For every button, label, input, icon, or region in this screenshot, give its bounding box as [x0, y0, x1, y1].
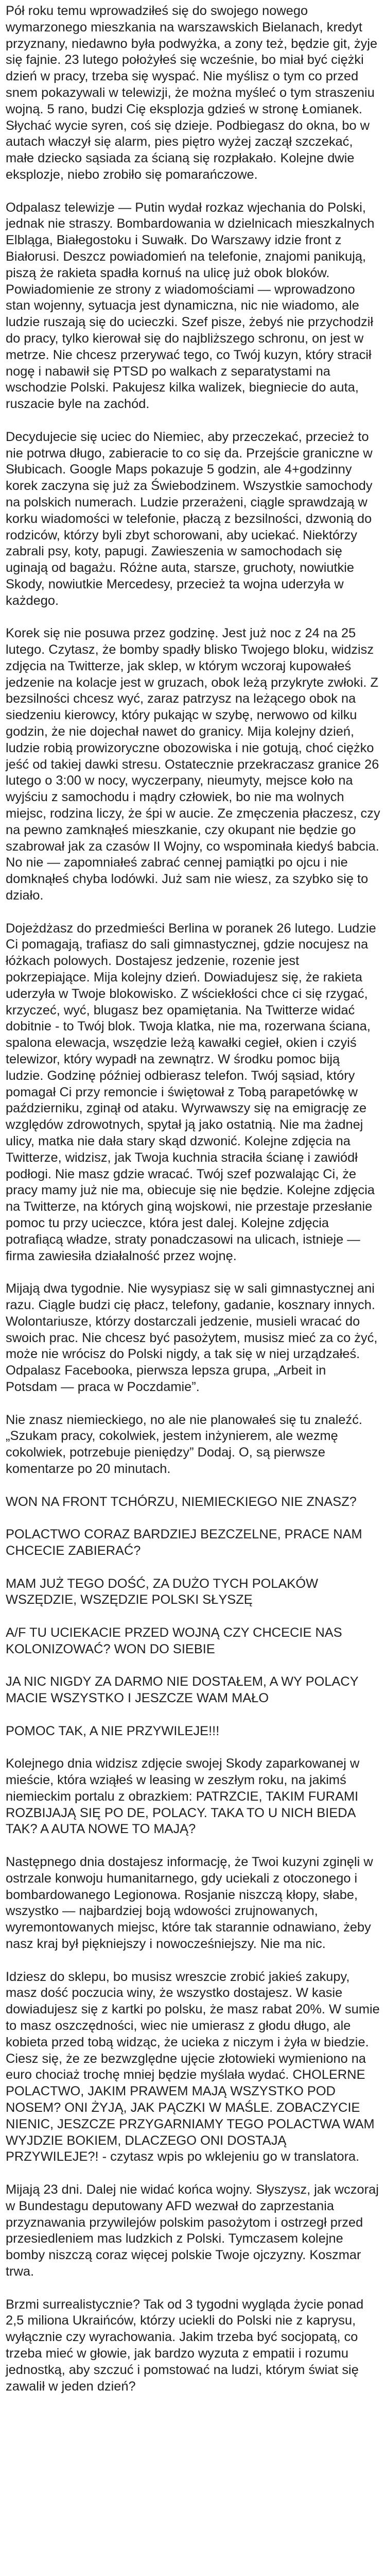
paragraph: Mijają 23 dni. Dalej nie widać końca wojny. Słyszysz, jak wczoraj w Bundestagu deputowany AFD wezwał do zaprzestania przyznawania przywilejów polskim pasożytom i ostrzegł przed przesiedleniem mas ludzkich z Polski. Tymczasem kolejne bomby niszczą coraz więcej polskie Twoje ojczyzny. Koszmar trwa. — [6, 2182, 379, 2279]
paragraph: Brzmi surrealistycznie? Tak od 3 tygodni wygląda życie ponad 2,5 miliona Ukraińców, którzy uciekli do Polski nie z kaprysu, wyłącznie czy wyrachowania. Jakim trzeba być socjopatą, co trzeba mieć w głowie, jak bardzo wyzuta z empatii i rozumu jednostką, aby szczuć i pomstować na ludzi, którym świat się zawalił w jeden dzień? — [6, 2297, 364, 2394]
paragraph: Idziesz do sklepu, bo musisz wreszcie zrobić jakieś zakupy, masz dość poczucia winy, że wszystko dostajesz. W kasie dowiadujesz się z kartki po polsku, że masz rabat 20%. W sumie to masz oszczędności, wiec nie umierasz z głodu długo, ale kobieta przed tobą widząc, że ucieka z niczym i żyła w biedzie. Ciesz się, że ze bezwzględne ujęcie złotowieki wymieniono na euro chociaż trochę mniej będzie myślała wydać. CHOLERNE POLACTWO, JAKIM PRAWEM MAJĄ WSZYSTKO POD NOSEM? ONI ŻYJĄ, JAK PĄCZKI W MAŚLE. ZOBACZYCIE NIENIC, JESZCZE PRZYGARNIAMY TEGO POLACTWA WAM WYJDZIE BOKIEM, DLACZEGO ONI DOSTAJĄ PRZYWILEJE?! - czytasz wpis po wklejeniu go w translatora. — [6, 1969, 380, 2164]
comment-quote: POLACTWO CORAZ BARDZIEJ BEZCZELNE, PRACE NAM CHCECIE ZABIERAĆ? — [6, 1527, 362, 1558]
paragraph: Nie znasz niemieckiego, no ale nie planowałeś się tu znaleźć. „Szukam pracy, cokolwiek, jestem inżynierem, ale wezmę cokolwiek, potrzebuje pieniędzy” Dodaj. O, są pierwsze komentarze po 20 minutach. — [6, 1412, 362, 1476]
paragraph: Kolejnego dnia widzisz zdjęcie swojej Skody zaparkowanej w mieście, która wziąłeś w leasing w zeszłym roku, na jakimś niemieckim portalu z obrazkiem: PATRZCIE, TAKIM FURAMI ROZBIJAJĄ SIĘ PO DE, POLACY. TAKA TO U NICH BIEDA TAK? A AUTA NOWE TO MAJĄ? — [6, 1756, 360, 1837]
paragraph: Korek się nie posuwa przez godzinę. Jest już noc z 24 na 25 lutego. Czytasz, że bomby spadły blisko Twojego bloku, widzisz zdjęcia na Twitterze, jak sklep, w którym wczoraj kupowałeś jedzenie na kolacje jest w gruzach, obok leżą przykryte zwłoki. Z bezsilności chcesz wyć, zaraz patrzysz na leżącego obok na siedzeniu kierowcy, który pukając w szybę, nerwowo od kilku godzin, że nie dojechał nawet do granicy. Mija kolejny dzień, ludzie robią prowizoryczne obozowiska i nie gotują, choć ciężko jeść od takiej dawki stresu. Ostatecznie przekraczasz granice 26 lutego o 3:00 w nocy, wyczerpany, nieumyty, mejsce koło na wyjściu z samochodu i mądry człowiek, bo nie ma wolnych miejsc, rodzina liczy, że śpi w aucie. Ze zmęczenia płaczesz, czy na pewno zamknąłeś mieszkanie, czy okupant nie będzie go szabrował jak za czasów II Wojny, co wspominała kiedyś babcia. No nie — zapomniałeś zabrać cennej pamiątki po ojcu i nie domknąłeś chyba lodówki. Już sam nie wiesz, za szybko się to działo. — [6, 626, 380, 903]
comment-quote: A/F TU UCIEKACIE PRZED WOJNĄ CZY CHCECIE NAS KOLONIZOWAĆ? WON DO SIEBIE — [6, 1625, 342, 1656]
comment-quote: POMOC TAK, A NIE PRZYWILEJE!!! — [6, 1723, 220, 1738]
comment-quote: WON NA FRONT TCHÓRZU, NIEMIECKIEGO NIE ZNASZ? — [6, 1494, 357, 1509]
paragraph: Odpalasz telewizje — Putin wydał rozkaz wjechania do Polski, jednak nie straszy. Bombardowania w dzielnicach mieszkalnych Elbląga, Białegostoku i Suwałk. Do Warszawy idzie front z Białorusi. Deszcz powiadomień na telefonie, znajomi panikują, piszą że rakieta spadła kornuś na ulicę już obok bloków. Powiadomienie ze strony z wiadomościami — wprowadzono stan wojenny, sytuacja jest dynamiczna, nic nie wiadomo, ale ludzie ruszają się do ucieczki. Szef pisze, żebyś nie przychodził do pracy, tylko kierował się do najbliższego schronu, on jest w metrze. Nie chcesz przerywać tego, co Twój kuzyn, który stracił nogę i nabawił się PTSD po walkach z separatystami na wschodzie Polski. Pakujesz kilka walizek, biegniecie do auta, ruszacie byle na zachód. — [6, 200, 375, 412]
paragraph: Pół roku temu wprowadziłeś się do swojego nowego wymarzonego mieszkania na warszawskich Bielanach, kredyt przyznany, niedawno była podwyżka, a zony też, będzie git, żyje się fajnie. 23 lutego położyłeś się wcześnie, bo miał być ciężki dzień w pracy, trzeba się wyspać. Nie myślisz o tym co przed snem pokazywali w telewizji, że można myśleć o tym straszeniu wojną. 5 rano, budzi Cię eksplozja gdzieś w stronę Łomianek. Słychać wycie syren, coś się dzieje. Podbiegasz do okna, bo w autach właczył się alarm, pies piętro wyżej zaczął szczekać, małe dziecko sąsiada za ścianą się rozpłakało. Kolejne dwie eksplozje, niebo zrobiło się pomarańczowe. — [6, 4, 378, 182]
paragraph: Następnego dnia dostajesz informację, że Twoi kuzyni zginęli w ostrzale konwoju humanitarnego, gdy uciekali z otoczonego i bombardowanego Legionowa. Rosjanie niszczą kłopy, słabe, wszystko — najbardziej boją wdowości zrujnowanych, wyremontowanych miejsc, które tak starannie odnawiano, żeby nasz kraj był piękniejszy i nowocześniejszy. Nie ma nic. — [6, 1855, 373, 1952]
paragraph: Dojeżdżasz do przedmieści Berlina w poranek 26 lutego. Ludzie Ci pomagają, trafiasz do sali gimnastycznej, gdzie nocujesz na łóżkach polowych. Dostajesz jedzenie, rozenie jest pokrzepiające. Mija kolejny dzień. Dowiadujesz się, że rakieta uderzyła w Twoje blokowisko. Z wściekłości chce ci się rzygać, krzyczeć, wyć, blugasz bez opamiętania. Na Twitterze widać dobitnie - to Twój blok. Twoja klatka, nie ma, rozerwana ściana, spalona elewacja, wszędzie leżą kawałki cegieł, okien i czyiś telewizor, który wypadł na zewnątrz. W środku pomoc biją ludzie. Godzinę później odbierasz telefon. Twój sąsiad, który pomagał Ci przy remoncie i świętował z Tobą parapetówkę w październiku, zginął od ataku. Wyrwawszy się na emigrację ze względów zdrowotnych, spytał ją jako ostatnią. Nie ma żadnej ulicy, matka nie dała stary skąd dzwonić. Kolejne zdjęcia na Twitterze, widzisz, jak Twoja kuchnia straciła ścianę i zawiódł podłogi. Nie masz gdzie wracać. Twój szef pozwalając Ci, że pracy mamy już nie ma, obiecuje się nie będzie. Kolejne zdjęcia na Twitterze, na których giną wojskowi, nie przestaje przesłanie pomoc tu przy ucieczce, która jest dalej. Kolejne zdjęcia potrafiącą władze, straty ponadczasowi na ulicach, istnieje — firma zawiesiła działalność przez wojnę. — [6, 921, 376, 1263]
comment-quote: MAM JUŻ TEGO DOŚĆ, ZA DUŻO TYCH POLAKÓW WSZĘDZIE, WSZĘDZIE POLSKI SŁYSZĘ — [6, 1576, 319, 1607]
paragraph: Decydujecie się uciec do Niemiec, aby przeczekać, przecież to nie potrwa długo, zabieracie to co się da. Przejście graniczne w Słubicach. Google Maps pokazuje 5 godzin, ale 4+godzinny korek zaczyna się już za Świebodzinem. Wszystkie samochody na polskich numerach. Ludzie przerażeni, ciągle sprawdzają w korku wiadomości w telefonie, płaczą z bezsilności, dzwonią do rodziców, którzy byli zbyt schorowani, aby uciekać. Niektórzy zabrali psy, koty, papugi. Zawieszenia w samochodach się uginają od bagażu. Różne auta, starsze, gruchoty, nowiutkie Skody, nowiutkie Mercedesy, przecież ta wojna uderzyła w każdego. — [6, 429, 373, 608]
comment-quote: JA NIC NIGDY ZA DARMO NIE DOSTAŁEM, A WY POLACY MACIE WSZYSTKO I JESZCZE WAM MAŁO — [6, 1674, 359, 1706]
paragraph: Mijają dwa tygodnie. Nie wysypiasz się w sali gimnastycznej ani razu. Ciągle budzi cię płacz, telefony, gadanie, kosznary innych. Wolontariusze, którzy dostarczali jedzenie, musieli wracać do swoich prac. Nie chcesz być pasożytem, musisz mieć za co żyć, może nie wrócisz do Polski nigdy, a tak się w niej urządzałeś. Odpalasz Facebooka, pierwsza lepsza grupa, „Arbeit in Potsdam — praca w Poczdamie”. — [6, 1281, 378, 1394]
